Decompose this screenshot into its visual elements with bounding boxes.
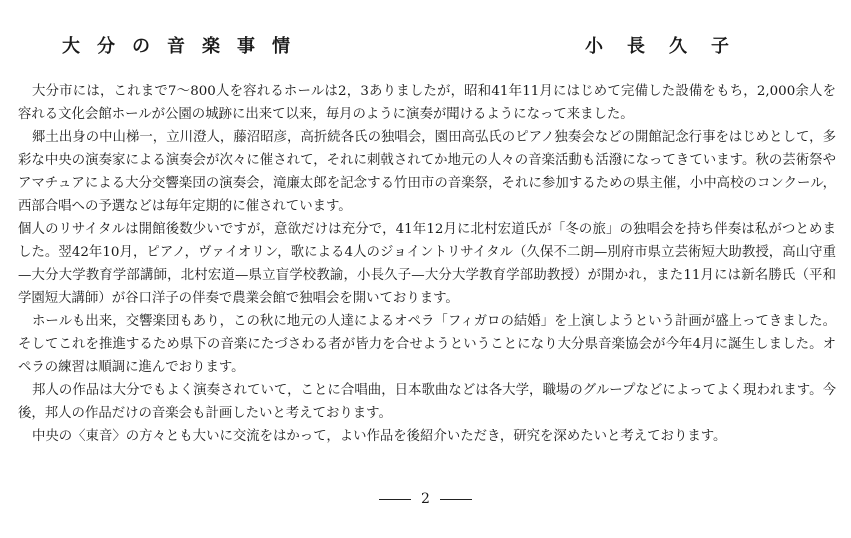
paragraph-6: 中央の〈東音〉の方々とも大いに交流をはかって，よい作品を後紹介いただき，研究を深めたいと考えております。 — [32, 429, 727, 444]
footer-right-rule — [440, 499, 472, 500]
footer-left-rule — [379, 499, 411, 500]
page-number: 2 — [421, 491, 430, 507]
paragraph-4: ホールも出来，交響楽団もあり，この秋に地元の人達によるオペラ「フィガロの結婚」を上演しようという計画が盛上ってきました。そしてこれを推進するため県下の音楽にたづさわる者が皆力を合せようということになり大分県音楽協会が今年4月に誕生しました。オペラの練習は順調に進んでおります。 — [18, 314, 836, 375]
paragraph-5: 邦人の作品は大分でもよく演奏されていて，ことに合唱曲，日本歌曲などは各大学，職場のグループなどによってよく現われます。今後，邦人の作品だけの音楽会も計画したいと考えております。 — [18, 383, 836, 421]
paragraph-3: 個人のリサイタルは開館後数少いですが，意欲だけは充分で，41年12月に北村宏道氏が「冬の旅」の独唱会を持ち伴奏は私がつとめました。翌42年10月，ピアノ，ヴァイオリン，歌による4人のジョイントリサイタル（久保不二朗—別府市県立芸術短大助教授，高山守重—大分大学教育学部講師，北村宏道—県立盲学校教諭，小長久子—大分大学教育学部助教授）が開かれ，また11月には新名勝氏（平和学園短大講師）が谷口洋子の伴奏で農業会館で独唱会を開いております。 — [18, 222, 836, 306]
page-footer — [0, 489, 851, 509]
article-title: 大分の音楽事情 — [62, 36, 307, 57]
paragraph-2: 郷土出身の中山梯一，立川澄人，藤沼昭彦，高折続各氏の独唱会，園田高弘氏のピアノ独奏会などの開館記念行事をはじめとして，多彩な中央の演奏家による演奏会が次々に催されて，それに刺戟されてか地元の人々の音楽活動も活潑になってきています。秋の芸術祭やアマチュアによる大分交響楽団の演奏会，滝廉太郎を記念する竹田市の音楽祭，それに参加するための県主催，小中高校のコンクール，西部合唱への予選などは毎年定期的に催されています。 — [18, 130, 836, 214]
article-body — [18, 80, 836, 448]
article-author: 小長久子 — [585, 36, 753, 57]
paragraph-1: 大分市には，これまで7～800人を容れるホールは2，3ありましたが，昭和41年11月にはじめて完備した設備をもち，2,000余人を容れる文化会館ホールが公園の城跡に出来て以来，毎月のように演奏が聞けるようになって来ました。 — [18, 84, 836, 122]
